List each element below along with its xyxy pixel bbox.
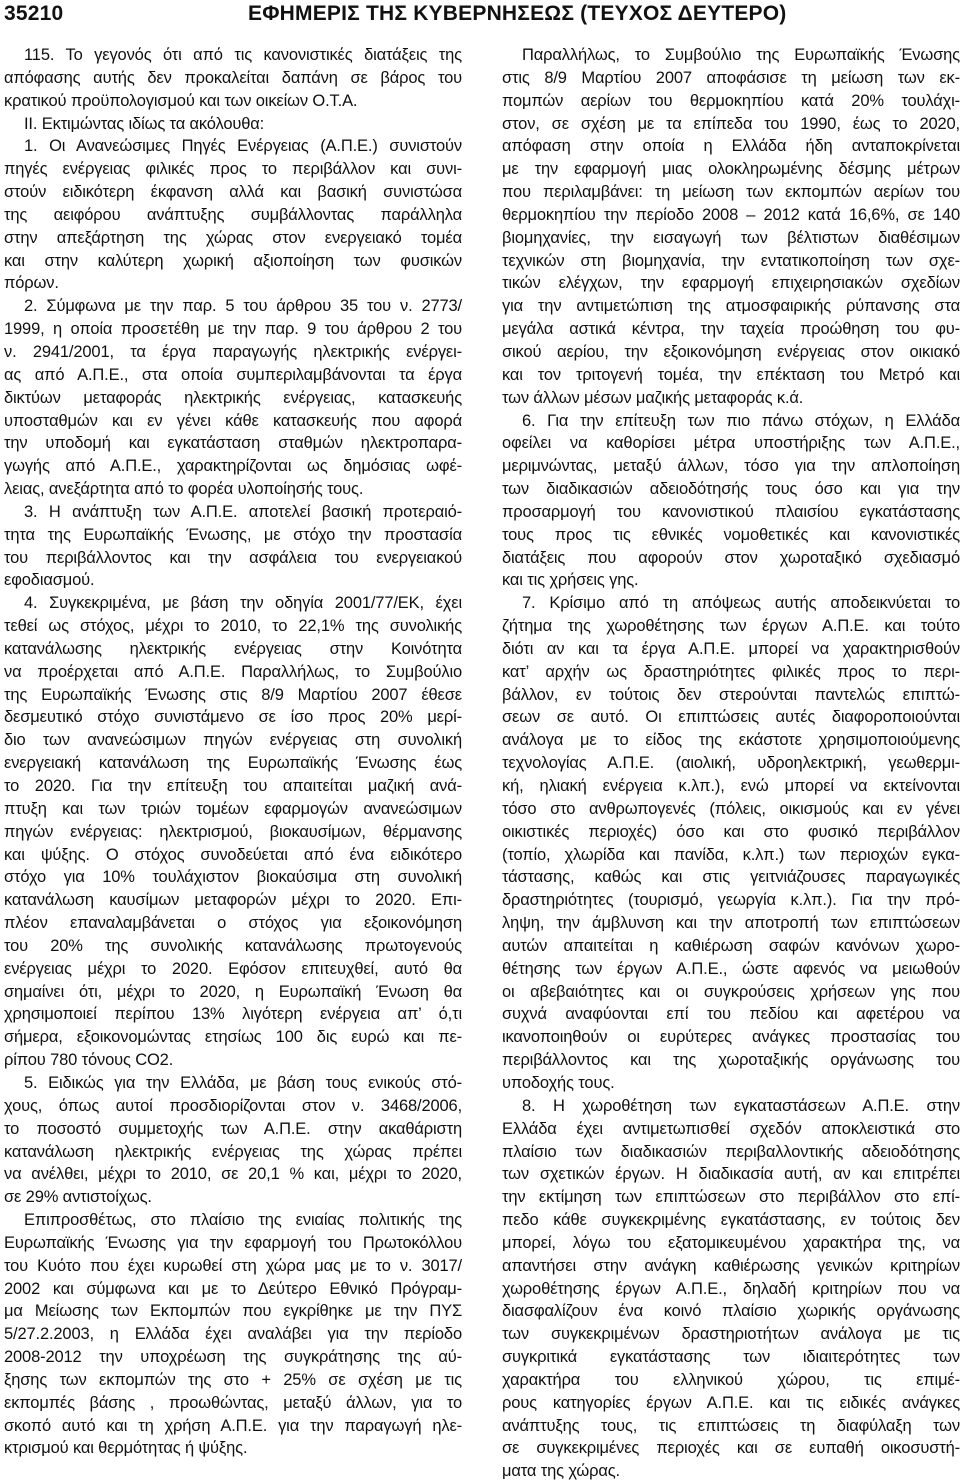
paragraph xyxy=(502,410,960,593)
text-line: συγκριτικά εγκατάστασης των ιδιαιτερότητες των xyxy=(502,1348,960,1367)
text-line: 7. Κρίσιμο από τη απόψεως αυτής αποδεικνύεται το xyxy=(522,594,960,613)
text-line: την εκτίμηση των επιπτώσεων στο περιβάλλον στο επί- xyxy=(502,1188,960,1207)
paragraph xyxy=(4,135,462,295)
text-line: πτυξη και των τριών τομέων εφαρμογών ανανεώσιμων xyxy=(4,799,462,818)
text-line: 4. Συγκεκριμένα, με βάση την οδηγία 2001/77/ΕΚ, έχει xyxy=(24,594,462,613)
text-line: ας από Α.Π.Ε., στα οποία συμπεριλαμβάνονται τα έργα xyxy=(4,365,462,384)
text-line: 115. Το γεγονός ότι από τις κανονιστικές διατάξεις της xyxy=(24,46,462,64)
text-line: σε συγκεκριμένες περιοχές και σε ευπαθή οικοσυστή- xyxy=(502,1439,960,1458)
text-line: σε 29% αντιστοίχως. xyxy=(4,1188,152,1207)
text-line: στόχο για 10% τουλάχιστον βιοκαύσιμα στη συνολική xyxy=(4,868,462,887)
text-line: ενέργειας μέχρι το 2020. Εφόσον επιτευχθεί, αυτό θα xyxy=(4,959,462,978)
text-line: κατ’ αρχήν ως δραστηριότητες φιλικές προς το περι- xyxy=(502,662,960,681)
text-line: τόσο στο ανθρωπογενές (πόλεις, οικισμούς και εν γένει xyxy=(502,799,960,818)
text-line: χους, όπως αυτοί προσδιορίζονται στον ν. 3468/2006, xyxy=(4,1096,462,1115)
text-line: με την εφαρμογή μιας ολοκληρωμένης δέσμης μέτρων xyxy=(502,160,960,179)
text-line: οικιστικές περιοχές) όσο και στο φυσικό περιβάλλον xyxy=(502,822,960,841)
text-line: ρους κατηγορίες έργων Α.Π.Ε. και τις ειδικές ανάγκες xyxy=(502,1393,960,1412)
paragraph xyxy=(4,592,462,1072)
text-line: αυτών απαιτείται η καθιέρωση σαφών κανόνων χωρο- xyxy=(502,936,960,955)
text-line: να ανέλθει, μέχρι το 2010, σε 20,1 % και, μέχρι το 2020, xyxy=(4,1165,462,1184)
text-line: το 2020. Για την επίτευξη του απαιτείται μαζική ανά- xyxy=(4,777,462,795)
text-line: Ελλάδα έχει αντιμετωπισθεί σχεδόν αποκλειστικά στο xyxy=(502,1119,960,1138)
text-line: σημαίνει ότι, μέχρι το 2020, η Ευρωπαϊκή Ένωση θα xyxy=(4,982,462,1001)
paragraph xyxy=(4,1072,462,1209)
text-line: 3. Η ανάπτυξη των Α.Π.Ε. αποτελεί βασική προτεραιό- xyxy=(24,502,462,521)
text-line: κατανάλωσης ηλεκτρικής ενέργειας στην Κοινότητα xyxy=(4,639,462,658)
text-line: υποδοχής τους. xyxy=(502,1073,615,1092)
text-line: ενεργειακή κατανάλωση της Ευρωπαϊκής Ένωσης έως xyxy=(4,754,462,773)
text-line: στον, σε σχέση με τα επίπεδα του 1990, έως το 2020, xyxy=(502,114,960,133)
text-line: απόφαση στην οποία η Ελλάδα ήδη ανταποκρίνεται xyxy=(502,137,960,156)
text-line: Επιπροσθέτως, στο πλαίσιο της ενιαίας πολιτικής της xyxy=(24,1211,462,1230)
text-line: συχνά αναφύονται επί του πεδίου και αφετέρου να xyxy=(502,1005,960,1024)
text-line: κατανάλωση καυσίμων μεταφορών μέχρι το 2020. Επι- xyxy=(4,891,462,910)
text-line: προσαρμογή του κανονιστικού πλαισίου εγκατάστασης xyxy=(502,502,960,521)
text-line: απαντήσει στην ανάγκη καθιέρωσης γενικών κριτηρίων xyxy=(502,1256,960,1275)
text-line: βάλλον, εν τούτοις δεν στερούνται παντελώς επιπτώ- xyxy=(502,685,960,704)
text-line: για την αντιμετώπιση της ατμοσφαιρικής ρύπανσης στα xyxy=(502,297,960,316)
text-line: και τις χρήσεις γης. xyxy=(502,571,639,590)
text-line: ικανοποιηθούν οι ευρύτερες ανάγκες προστασίας του xyxy=(502,1028,960,1047)
text-line: ματα της χώρας. xyxy=(502,1462,620,1481)
text-line: περιβάλλοντος και της χωροταξικής οργάνωσης του xyxy=(502,1051,960,1070)
text-line: ΙΙ. Εκτιμώντας ιδίως τα ακόλουθα: xyxy=(24,114,265,133)
text-line: στην απεξάρτηση της χώρας στον ενεργειακό τομέα xyxy=(4,228,462,247)
text-line: πεδο κάθε συγκεκριμένης εγκατάστασης, εν τούτοις δεν xyxy=(502,1211,960,1230)
text-line: χρησιμοποιεί περίπου 13% λιγότερη ενέργεια απ’ ό,τι xyxy=(4,1005,462,1024)
text-line: υποσταθμών και εν γένει κάθε κατασκευής που αφορά xyxy=(4,411,462,430)
text-line: λειας, ανεξάρτητα από το φορέα υλοποίησής τους. xyxy=(4,480,364,499)
text-line: τεθεί ως στόχος, μέχρι το 2010, το 22,1% της συνολικής xyxy=(4,617,462,636)
text-line: ληψη, την άμβλυνση και την αποτροπή των επιπτώσεων xyxy=(502,914,960,933)
text-line: πηγές ενέργειας φιλικές προς το περιβάλλον και συνι- xyxy=(4,160,462,179)
text-line: εκπομπές βάσης , προωθώντας, μεταξύ άλλων, για το xyxy=(4,1393,462,1412)
text-line: κρατικού προϋπολογισμού και των οικείων Ο.Τ.Α. xyxy=(4,91,358,110)
paragraph xyxy=(4,295,462,501)
text-line: σκοπό αυτό και τη χρήση Α.Π.Ε. για την παραγωγή ηλε- xyxy=(4,1416,462,1435)
text-line: δραστηριότητες (τουρισμό, γεωργία κ.λπ.). Για την πρό- xyxy=(502,891,960,910)
text-line: (τοπίο, χλωρίδα και πανίδα, κ.λπ.) των περιοχών εγκα- xyxy=(502,845,960,864)
text-line: κή, ηλιακή ενέργεια κ.λπ.), ενώ μπορεί να εκτείνονται xyxy=(502,777,960,795)
text-line: του περιβάλλοντος και την ασφάλεια του ενεργειακού xyxy=(4,548,462,567)
right-column xyxy=(502,44,960,1483)
text-line: ρίπου 780 τόνους CO2. xyxy=(4,1051,174,1070)
text-line: της Ευρωπαϊκής Ένωσης στις 8/9 Μαρτίου 2007 έθεσε xyxy=(4,685,462,704)
text-line: του 20% της συνολικής κατανάλωσης πρωτογενούς xyxy=(4,936,462,955)
text-line: του Κυότο που έχει κυρωθεί στη χώρα μας με το ν. 3017/ xyxy=(4,1256,462,1275)
text-line: Ευρωπαϊκής Ένωσης για την εφαρμογή του Πρωτοκόλλου xyxy=(4,1233,462,1252)
paragraph xyxy=(4,1209,462,1460)
text-line: πομπών αερίων του θερμοκηπίου κατά 20% τουλάχι- xyxy=(502,91,960,110)
text-line: θέτησης των έργων Α.Π.Ε., ώστε αφενός να μειωθούν xyxy=(502,959,960,978)
text-line: των άλλων μέσων μαζικής μεταφοράς κ.ά. xyxy=(502,388,804,407)
text-line: σεων σε αυτό. Οι επιπτώσεις αυτές διαφοροποιούνται xyxy=(502,708,960,727)
text-line: που περιλαμβάνει: τη μείωση των εκπομπών αερίων του xyxy=(502,183,960,202)
text-line: τεχνικών στη βιομηχανία, την εντατικοποίηση των σχε- xyxy=(502,251,960,270)
text-line: και ψύξης. Ο στόχος συνοδεύεται από ένα ειδικότερο xyxy=(4,845,462,864)
page-header xyxy=(0,0,960,38)
text-line: 2. Σύμφωνα με την παρ. 5 του άρθρου 35 του ν. 2773/ xyxy=(24,297,462,316)
text-line: 6. Για την επίτευξη των πιο πάνω στόχων, η Ελλάδα xyxy=(522,411,960,430)
text-line: 5. Ειδικώς για την Ελλάδα, με βάση τους ενικούς στό- xyxy=(24,1073,462,1092)
text-line: χωροθέτησης έργων Α.Π.Ε., δηλαδή κριτηρίων που να xyxy=(502,1279,960,1298)
text-line: 8. Η χωροθέτηση των εγκαταστάσεων Α.Π.Ε. στην xyxy=(522,1096,960,1115)
text-line: τους προς τις εθνικές νομοθετικές και κανονιστικές xyxy=(502,525,960,544)
text-line: κατανάλωση ηλεκτρικής ενέργειας της χώρας πρέπει xyxy=(4,1142,462,1161)
text-line: μεριμνώντας, μεταξύ άλλων, τόσο για την απλοποίηση xyxy=(502,457,960,476)
text-line: θερμοκηπίου την περίοδο 2008 – 2012 κατά 16,6%, σε 140 xyxy=(502,205,960,224)
text-line: ξησης των εκπομπών της στο + 25% σε σχέση με τις xyxy=(4,1370,462,1389)
text-line: βιομηχανίες, την εισαγωγή των βέλτιστων διαθέσιμων xyxy=(502,228,960,247)
text-line: πλαίσιο των διαδικασιών περιβαλλοντικής αδειοδότησης xyxy=(502,1142,960,1161)
text-line: διότι αν και τα έργα Α.Π.Ε. μπορεί να χαρακτηρισθούν xyxy=(502,639,960,658)
text-line: και τον τριτογενή τομέα, την επέκταση του Μετρό και xyxy=(502,365,960,384)
paragraph xyxy=(4,113,462,136)
text-line: σικού αερίου, την εξοικονόμηση ενέργειας στον οικιακό xyxy=(502,342,960,361)
paragraph xyxy=(4,44,462,113)
text-line: γωγής από Α.Π.Ε., χαρακτηρίζονται ως δημόσιας ωφέ- xyxy=(4,457,462,476)
text-line: απόφασης αυτής δεν προκαλείται δαπάνη σε βάρος του xyxy=(4,68,462,87)
text-line: μα Μείωσης των Εκπομπών που εγκρίθηκε με την ΠΥΣ xyxy=(4,1302,462,1321)
text-line: ανάλογα με το είδος της εκάστοτε χρησιμοποιούμενης xyxy=(502,731,960,750)
text-line: Παραλλήλως, το Συμβούλιο της Ευρωπαϊκής Ένωσης xyxy=(522,46,960,64)
text-line: εφοδιασμού. xyxy=(4,571,95,590)
text-line: των διαδικασιών αδειοδότησής τους όσο και για την xyxy=(502,480,960,499)
text-line: δεσμευτικό στόχο συνιστάμενο σε ίσο προς 20% μερί- xyxy=(4,708,462,727)
paragraph xyxy=(502,44,960,410)
text-line: ζήτημα της χωροθέτησης των έργων Α.Π.Ε. και τούτο xyxy=(502,617,960,636)
paragraph xyxy=(502,1095,960,1483)
text-line: δικτύων μεταφοράς ηλεκτρικής ενέργειας, κατασκευής xyxy=(4,388,462,407)
text-line: και στην καλύτερη χωρική αξιοποίηση των φυσικών xyxy=(4,251,462,270)
text-line: να προέρχεται από Α.Π.Ε. Παραλλήλως, το Συμβούλιο xyxy=(4,662,462,681)
text-line: της αειφόρου ανάπτυξης συμβάλλοντας παράλληλα xyxy=(4,205,462,224)
text-line: τητα της Ευρωπαϊκής Ένωσης, με στόχο την προστασία xyxy=(4,525,462,544)
text-line: κτρισμού και θερμότητας ή ψύξης. xyxy=(4,1439,248,1458)
text-line: ανάπτυξης τους, τις επιπτώσεις τη διαφύλαξη των xyxy=(502,1416,960,1435)
text-line: των σχετικών έργων. Η διαδικασία αυτή, αν και επιτρέπει xyxy=(502,1165,960,1184)
text-line: διασφαλίζουν ένα κοινό πλαίσιο χωρικής οργάνωσης xyxy=(502,1302,960,1321)
text-line: 1. Οι Ανανεώσιμες Πηγές Ενέργειας (Α.Π.Ε.) συνιστούν xyxy=(24,137,462,156)
text-line: των συγκεκριμένων δραστηριοτήτων ανάλογα με τις xyxy=(502,1325,960,1344)
page-number: 35210 xyxy=(4,2,64,25)
text-line: διατάξεις που αφορούν στον χωροταξικό σχεδιασμό xyxy=(502,548,960,567)
text-line: τεχνολογίας Α.Π.Ε. (αιολική, υδροηλεκτρική, γεωθερμι- xyxy=(502,754,960,773)
text-line: την υποδομή και εγκατάσταση σταθμών ηλεκτροπαρα- xyxy=(4,434,462,453)
text-line: οι αβεβαιότητες και οι συγκρούσεις χρήσεων γης που xyxy=(502,982,960,1001)
text-line: χαρακτήρα του ελληνικού χώρου, τις επιμέ- xyxy=(502,1370,960,1389)
text-line: 1999, η οποία προσετέθη με την παρ. 9 του άρθρου 2 του xyxy=(4,320,462,339)
text-line: στούν ειδικότερη έκφανση αλλά και βασική συνιστώσα xyxy=(4,183,462,202)
text-line: 2002 και σύμφωνα και με το Δεύτερο Εθνικό Πρόγραμ- xyxy=(4,1279,462,1298)
text-line: πηγών ενέργειας: ηλεκτρισμού, βιοκαυσίμων, θέρμανσης xyxy=(4,822,462,841)
paragraph xyxy=(4,501,462,592)
text-line: διο των ανανεώσιμων πηγών ενέργειας στη συνολική xyxy=(4,731,462,750)
text-line: τικών ελέγχων, την εφαρμογή επιχειρησιακών σχεδίων xyxy=(502,274,960,293)
text-line: το ποσοστό συμμετοχής των Α.Π.Ε. στην ακαθάριστη xyxy=(4,1119,462,1138)
left-column xyxy=(4,44,462,1460)
text-line: σήμερα, εξοικονομώντας ετησίως 100 δις ευρώ και πε- xyxy=(4,1028,462,1047)
text-line: μπορεί, λόγω του εξατομικευμένου χαρακτήρα της, να xyxy=(502,1233,960,1252)
text-line: στις 8/9 Μαρτίου 2007 αποφάσισε τη μείωση των εκ- xyxy=(502,68,960,87)
paragraph xyxy=(502,592,960,1095)
text-line: οφείλει να καθορίσει μέτρα υποστήριξης των Α.Π.Ε., xyxy=(502,434,960,453)
text-line: 2008-2012 την υποχρέωση της συγκράτησης της αύ- xyxy=(4,1348,462,1367)
text-line: πλέον επαναλαμβάνεται ο στόχος για εξοικονόμηση xyxy=(4,914,462,933)
text-line: μεγάλα αστικά κέντρα, την ταχεία προώθηση του φυ- xyxy=(502,320,960,339)
text-line: ν. 2941/2001, τα έργα παραγωγής ηλεκτρικής ενέργει- xyxy=(4,342,462,361)
text-line: τάστασης, καθώς και στις γειτνιάζουσες παραγωγικές xyxy=(502,868,960,887)
gazette-title: ΕΦΗΜΕΡΙΣ ΤΗΣ ΚΥΒΕΡΝΗΣΕΩΣ (ΤΕΥΧΟΣ ΔΕΥΤΕΡΟ) xyxy=(248,2,787,25)
text-line: 5/27.2.2003, η Ελλάδα έχει αναλάβει για την περίοδο xyxy=(4,1325,462,1344)
text-line: πόρων. xyxy=(4,274,59,293)
